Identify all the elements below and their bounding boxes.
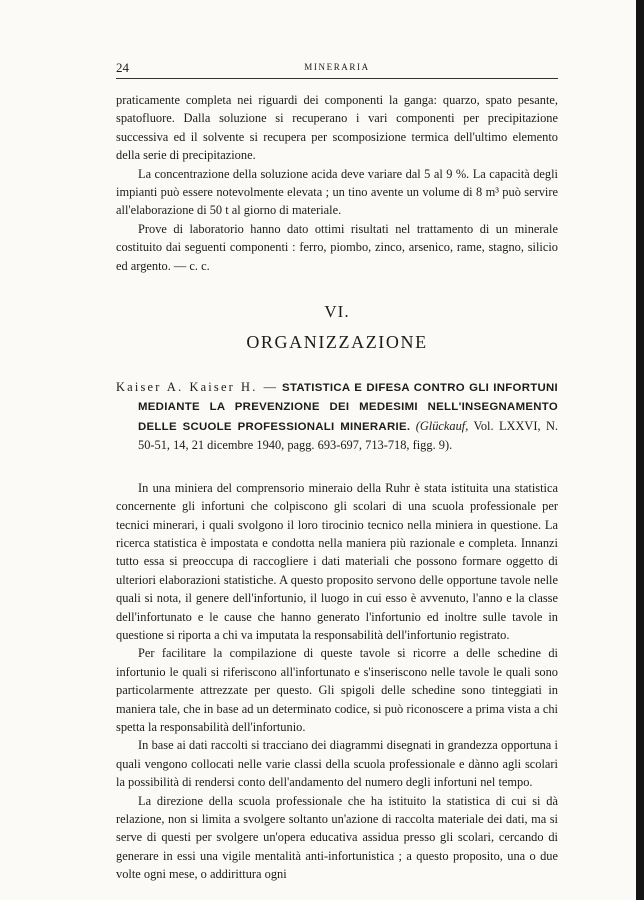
paragraph: Per facilitare la compilazione di queste tavole si ricorre a delle schedine di infortunio le quali si riferiscono all'infortunato e s'inseriscono nelle tavole le quali sono particolarmente attrezzate per questo. Gli spigoli delle schedine sono tinteggiati in maniera tale, che in base ad un determinato codice, si può riconoscere a prima vista a chi spetta la responsabilità dell'infortunio. bbox=[116, 646, 558, 734]
document-page bbox=[116, 60, 558, 884]
scan-edge bbox=[636, 0, 644, 900]
paragraph: La concentrazione della soluzione acida deve variare dal 5 al 9 %. La capacità degli impianti può essere notevolmente elevata ; un tino avente un volume di 8 m³ può servire all'elaborazione di 50 t al giorno di materiale. bbox=[116, 166, 558, 218]
entry-citation: Vol. LXXVI, N. 50-51, 14, 21 dicembre 1940, pagg. 693-697, 713-718, figg. 9). bbox=[138, 418, 558, 453]
entry-authors: Kaiser A. Kaiser H. — bbox=[116, 380, 279, 395]
section-number: VI. bbox=[324, 302, 350, 322]
bibliography-entry bbox=[116, 378, 558, 455]
paragraph: In una miniera del comprensorio mineraio della Ruhr è stata istituita una statistica concernente gli infortuni che colpiscono gli scolari di una scuola professionale per tecnici minerari, i quali svolgono il loro tirocinio tecnico nella miniera in questione. La ricerca statistica è impostata e condotta nella maniera più razionale e completa. Innanzi tutto essa si preoccupa di raccogliere i dati materiali che possono formare oggetto di ulteriori elaborazioni statistiche. A questo proposito servono delle opportune tavole nelle quali si nota, il genere dell'infortunio, il luogo in cui esso è avvenuto, l'anno e la classe dell'infortunato e le cause che hanno generato l'infortunio ed inoltre sulle tavole in questione si riporta a chi va imputata la responsabilità dell'infortunio registrato. bbox=[116, 480, 558, 642]
paragraph: Prove di laboratorio hanno dato ottimi risultati nel trattamento di un minerale costituito dai seguenti componenti : ferro, piombo, zinco, arsenico, rame, stagno, silicio ed argento. — c. c. bbox=[116, 221, 558, 273]
paragraph: In base ai dati raccolti si tracciano dei diagrammi disegnati in grandezza opportuna i quali vengono collocati nelle varie classi della scuola professionale e dànno agli scolari la possibilità di rendersi conto dell'andamento del numero degli infortuni nel tempo. bbox=[116, 738, 558, 790]
entry-title: STATISTICA E DIFESA CONTRO GLI INFORTUNI MEDIANTE LA PREVENZIONE DEI MEDESIMI NELL'INSEGNAMENTO DELLE SCUOLE PROFESSIONALI MINERARIE. bbox=[138, 382, 558, 433]
section-title: ORGANIZZAZIONE bbox=[246, 332, 428, 353]
page-number: 24 bbox=[116, 60, 129, 75]
running-title: MINERARIA bbox=[304, 62, 370, 72]
entry-journal: (Glückauf, bbox=[415, 418, 469, 433]
running-head bbox=[116, 60, 558, 78]
paragraph: La direzione della scuola professionale che ha istituito la statistica di cui si dà relazione, non si limita a svolgere soltanto un'azione di raccolta materiale dei dati, ma si serve di questi per svolgere un'opera educativa assidua presso gli scolari, cercando di generare in essi una vigile mentalità anti-infortunistica ; a questo proposito, una o due volte ogni mese, o addirittura ogni bbox=[116, 793, 558, 882]
paragraph: praticamente completa nei riguardi dei componenti la ganga: quarzo, spato pesante, spatofluore. Dalla soluzione si recuperano i vari componenti per precipitazione successiva ed il solvente si recupera per scomposizione termica dell'ultimo elemento della serie di precipitazione. bbox=[116, 93, 558, 163]
header-rule bbox=[116, 78, 558, 79]
